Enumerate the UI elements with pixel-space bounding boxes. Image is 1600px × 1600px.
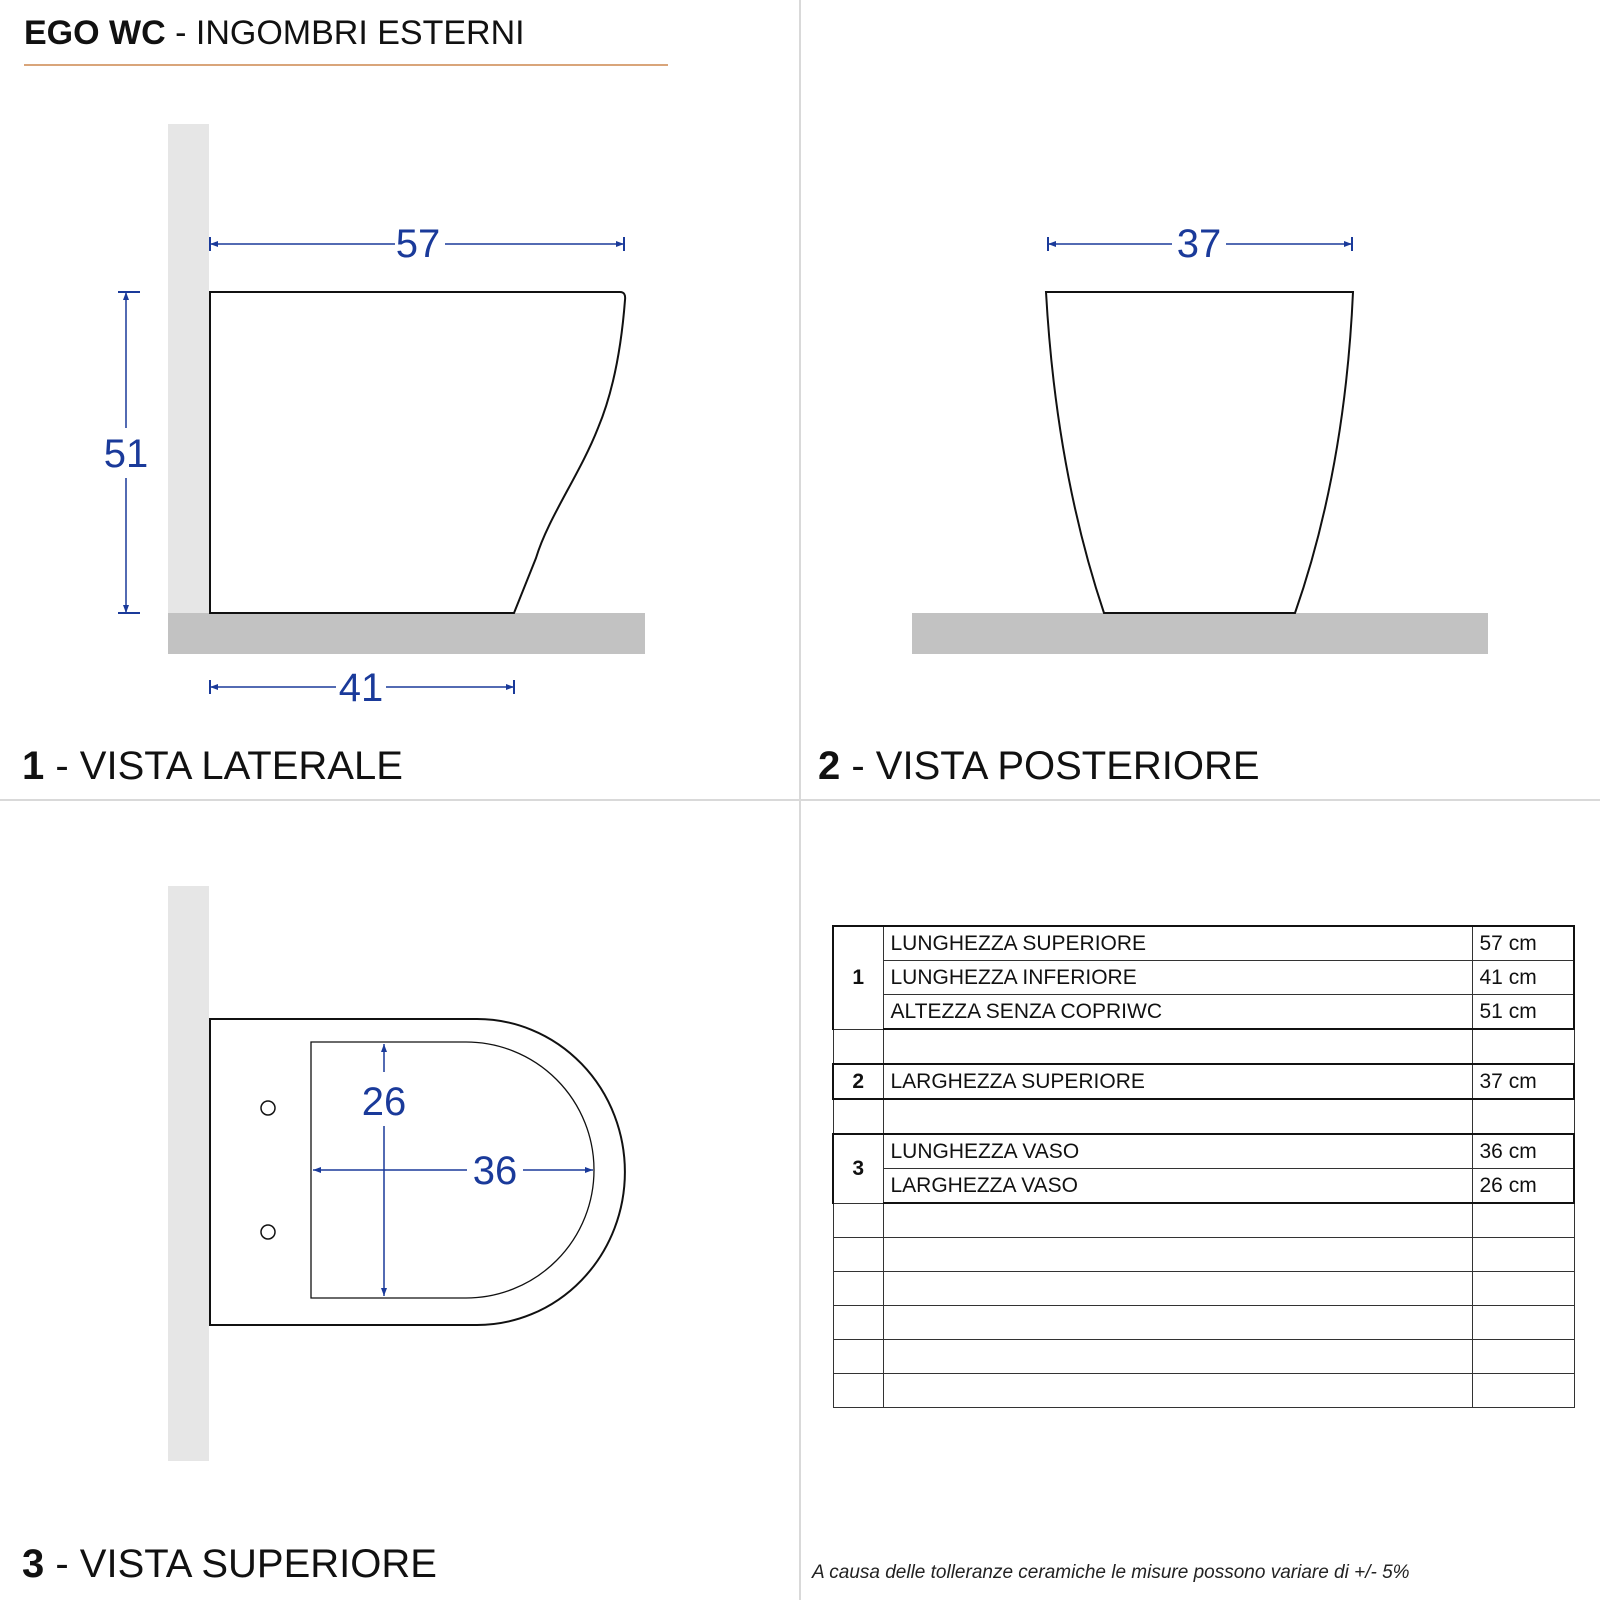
- view-title: VISTA SUPERIORE: [79, 1542, 437, 1586]
- table-row-empty: [833, 1340, 1574, 1374]
- brand-name: EGO WC: [24, 14, 166, 52]
- spec-table: [832, 925, 1575, 1408]
- side-toilet-outline: [210, 292, 625, 613]
- tolerance-note: A causa delle tolleranze ceramiche le misure possono variare di +/- 5%: [812, 1562, 1410, 1583]
- table-row: [833, 1169, 1574, 1204]
- page-title: EGO WC - INGOMBRI ESTERNI: [24, 14, 525, 52]
- view-label-side: 1 - VISTA LATERALE: [22, 744, 403, 788]
- row-value: 26 cm: [1472, 1169, 1574, 1204]
- row-value: 41 cm: [1472, 961, 1574, 995]
- row-label: ALTEZZA SENZA COPRIWC: [883, 995, 1472, 1030]
- row-label: LARGHEZZA VASO: [883, 1169, 1472, 1204]
- dim-rear-top-width: [1048, 222, 1352, 266]
- row-value: 36 cm: [1472, 1134, 1574, 1169]
- row-label: LUNGHEZZA VASO: [883, 1134, 1472, 1169]
- table-row: [833, 1064, 1574, 1099]
- table-row-empty: [833, 1272, 1574, 1306]
- rear-toilet-outline: [1046, 292, 1353, 613]
- group-id: 1: [833, 926, 883, 1029]
- page-subtitle: INGOMBRI ESTERNI: [195, 14, 525, 52]
- view-label-rear: 2 - VISTA POSTERIORE: [818, 744, 1260, 788]
- dim-label-26: 26: [361, 1080, 407, 1124]
- dim-label-41: 41: [338, 666, 384, 710]
- table-row-empty: [833, 1203, 1574, 1238]
- view-title: VISTA LATERALE: [79, 744, 403, 788]
- table-row-empty: [833, 1238, 1574, 1272]
- dim-side-bottom-length: [210, 666, 514, 710]
- dim-label-57: 57: [395, 222, 441, 266]
- table-row: [833, 1134, 1574, 1169]
- table-row-empty: [833, 1374, 1574, 1408]
- row-label: LARGHEZZA SUPERIORE: [883, 1064, 1472, 1099]
- row-label: LUNGHEZZA INFERIORE: [883, 961, 1472, 995]
- table-row: [833, 926, 1574, 961]
- dim-label-37: 37: [1176, 222, 1222, 266]
- side-wall: [168, 124, 209, 654]
- dim-side-top-length: [210, 222, 624, 266]
- group-id: 3: [833, 1134, 883, 1203]
- table-row: [833, 995, 1574, 1030]
- row-value: 37 cm: [1472, 1064, 1574, 1099]
- dim-side-height: [104, 292, 149, 613]
- table-row-empty: [833, 1099, 1574, 1134]
- view-number: 2: [818, 744, 841, 788]
- view-number: 1: [22, 744, 45, 788]
- fixing-hole-lower: [261, 1225, 275, 1239]
- top-toilet-outline: [210, 1019, 625, 1325]
- dim-label-36: 36: [472, 1149, 518, 1193]
- view-title: VISTA POSTERIORE: [875, 744, 1260, 788]
- rear-floor: [912, 613, 1488, 654]
- view-label-top: 3 - VISTA SUPERIORE: [22, 1542, 437, 1586]
- top-wall: [168, 886, 209, 1461]
- group-id: 2: [833, 1064, 883, 1099]
- dim-label-51: 51: [103, 432, 149, 476]
- row-value: 51 cm: [1472, 995, 1574, 1030]
- side-floor: [168, 613, 645, 654]
- row-label: LUNGHEZZA SUPERIORE: [883, 926, 1472, 961]
- view-number: 3: [22, 1542, 45, 1586]
- table-row: [833, 961, 1574, 995]
- fixing-hole-upper: [261, 1101, 275, 1115]
- row-value: 57 cm: [1472, 926, 1574, 961]
- table-row-empty: [833, 1029, 1574, 1064]
- table-row-empty: [833, 1306, 1574, 1340]
